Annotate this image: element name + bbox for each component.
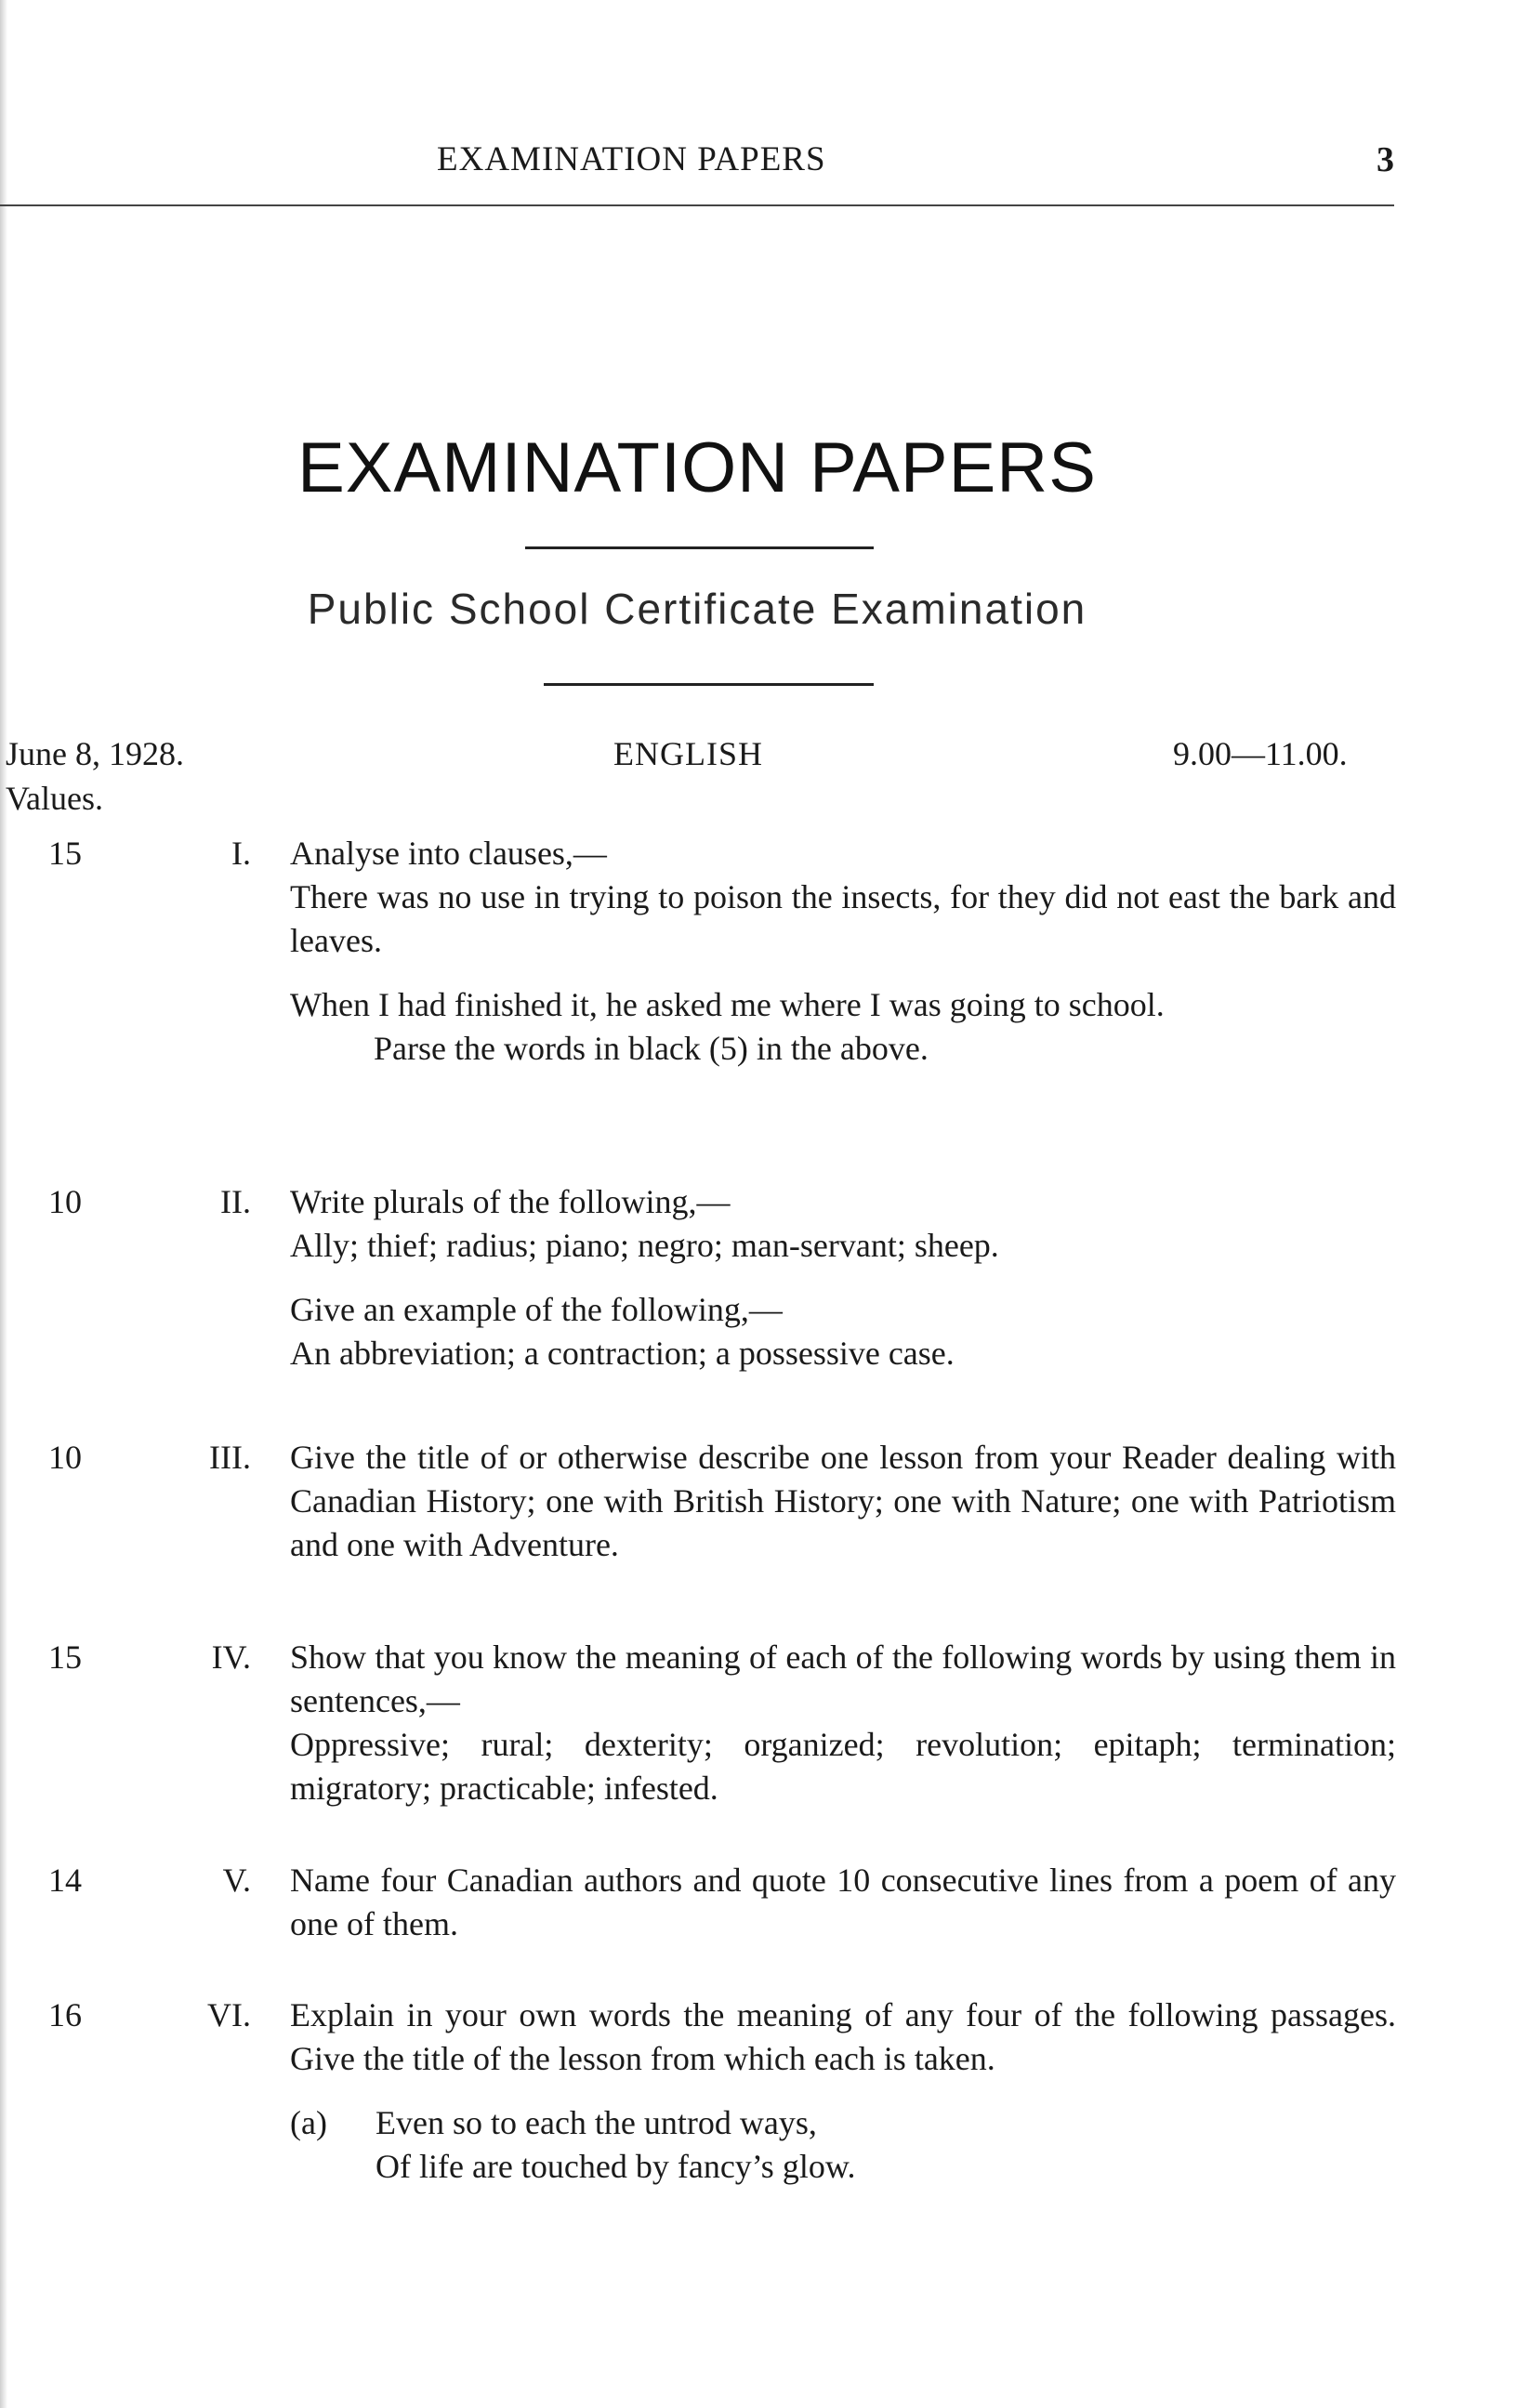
- question-line: Ally; thief; radius; piano; negro; man-servant; sheep.: [290, 1227, 999, 1264]
- running-head: [0, 139, 1394, 204]
- question-line: Write plurals of the following,—: [290, 1183, 731, 1220]
- question-line: An abbreviation; a contraction; a possessive case.: [290, 1335, 955, 1372]
- question-line: When I had finished it, he asked me where I was going to school.: [290, 986, 1165, 1023]
- question-line: Analyse into clauses,—: [290, 835, 607, 872]
- question-number: VI.: [207, 1996, 251, 2033]
- passage-line: Even so to each the untrod ways,: [375, 2104, 817, 2141]
- question-line: Explain in your own words the meaning of any four of the following passages. Give the title of the lesson from which each is taken.: [290, 1996, 1396, 2077]
- exam-subject: ENGLISH: [613, 735, 763, 772]
- scan-edge: [0, 0, 7, 2408]
- exam-time: 9.00—11.00.: [1173, 735, 1348, 772]
- question-body: [290, 1994, 1396, 2189]
- question-number: IV.: [211, 1638, 251, 1676]
- question-value: 10: [48, 1183, 82, 1220]
- question-line: Oppressive; rural; dexterity; organized; revolution; epitaph; termination; migratory; practicable; infested.: [290, 1726, 1396, 1807]
- question-line: There was no use in trying to poison the insects, for they did not east the bark and leaves.: [290, 878, 1396, 959]
- question-number: III.: [209, 1439, 251, 1476]
- running-head-title: EXAMINATION PAPERS: [437, 140, 826, 178]
- exam-date: June 8, 1928.: [6, 735, 184, 772]
- question-number: II.: [220, 1183, 251, 1220]
- page-number: 3: [1377, 140, 1394, 179]
- question-body: [290, 1436, 1396, 1567]
- passage-lines: [290, 2101, 1396, 2189]
- passage-item: [290, 2101, 1396, 2189]
- question-body: [290, 1859, 1396, 1946]
- question-value: 15: [48, 1638, 82, 1676]
- page-title: EXAMINATION PAPERS: [297, 428, 1097, 507]
- passage-letter: (a): [290, 2104, 327, 2141]
- question-line: Parse the words in black (5) in the above.: [374, 1030, 929, 1067]
- question-value: 16: [48, 1996, 82, 2033]
- exam-subtitle: Public School Certificate Examination: [307, 585, 1087, 633]
- subtitle-rule: [544, 683, 874, 686]
- question-value: 15: [48, 835, 82, 872]
- question-body: [290, 1636, 1396, 1810]
- question-line: Give the title of or otherwise describe one lesson from your Reader dealing with Canadian History; one with British History; one with Nature; one with Patriotism and one with Adventure.: [290, 1439, 1396, 1563]
- header-rule: [0, 204, 1394, 206]
- question-line: Name four Canadian authors and quote 10 consecutive lines from a poem of any one of them.: [290, 1862, 1396, 1942]
- question-body: [290, 832, 1396, 1071]
- question-value: 14: [48, 1862, 82, 1899]
- title-rule: [525, 546, 874, 549]
- question-line: Give an example of the following,—: [290, 1291, 783, 1328]
- question-value: 10: [48, 1439, 82, 1476]
- values-label: Values.: [6, 780, 103, 817]
- question-body: [290, 1180, 1396, 1375]
- question-number: V.: [222, 1862, 251, 1899]
- question-line: Show that you know the meaning of each of the following words by using them in sentences,—: [290, 1638, 1396, 1719]
- question-number: I.: [231, 835, 251, 872]
- passage-line: Of life are touched by fancy’s glow.: [375, 2148, 856, 2185]
